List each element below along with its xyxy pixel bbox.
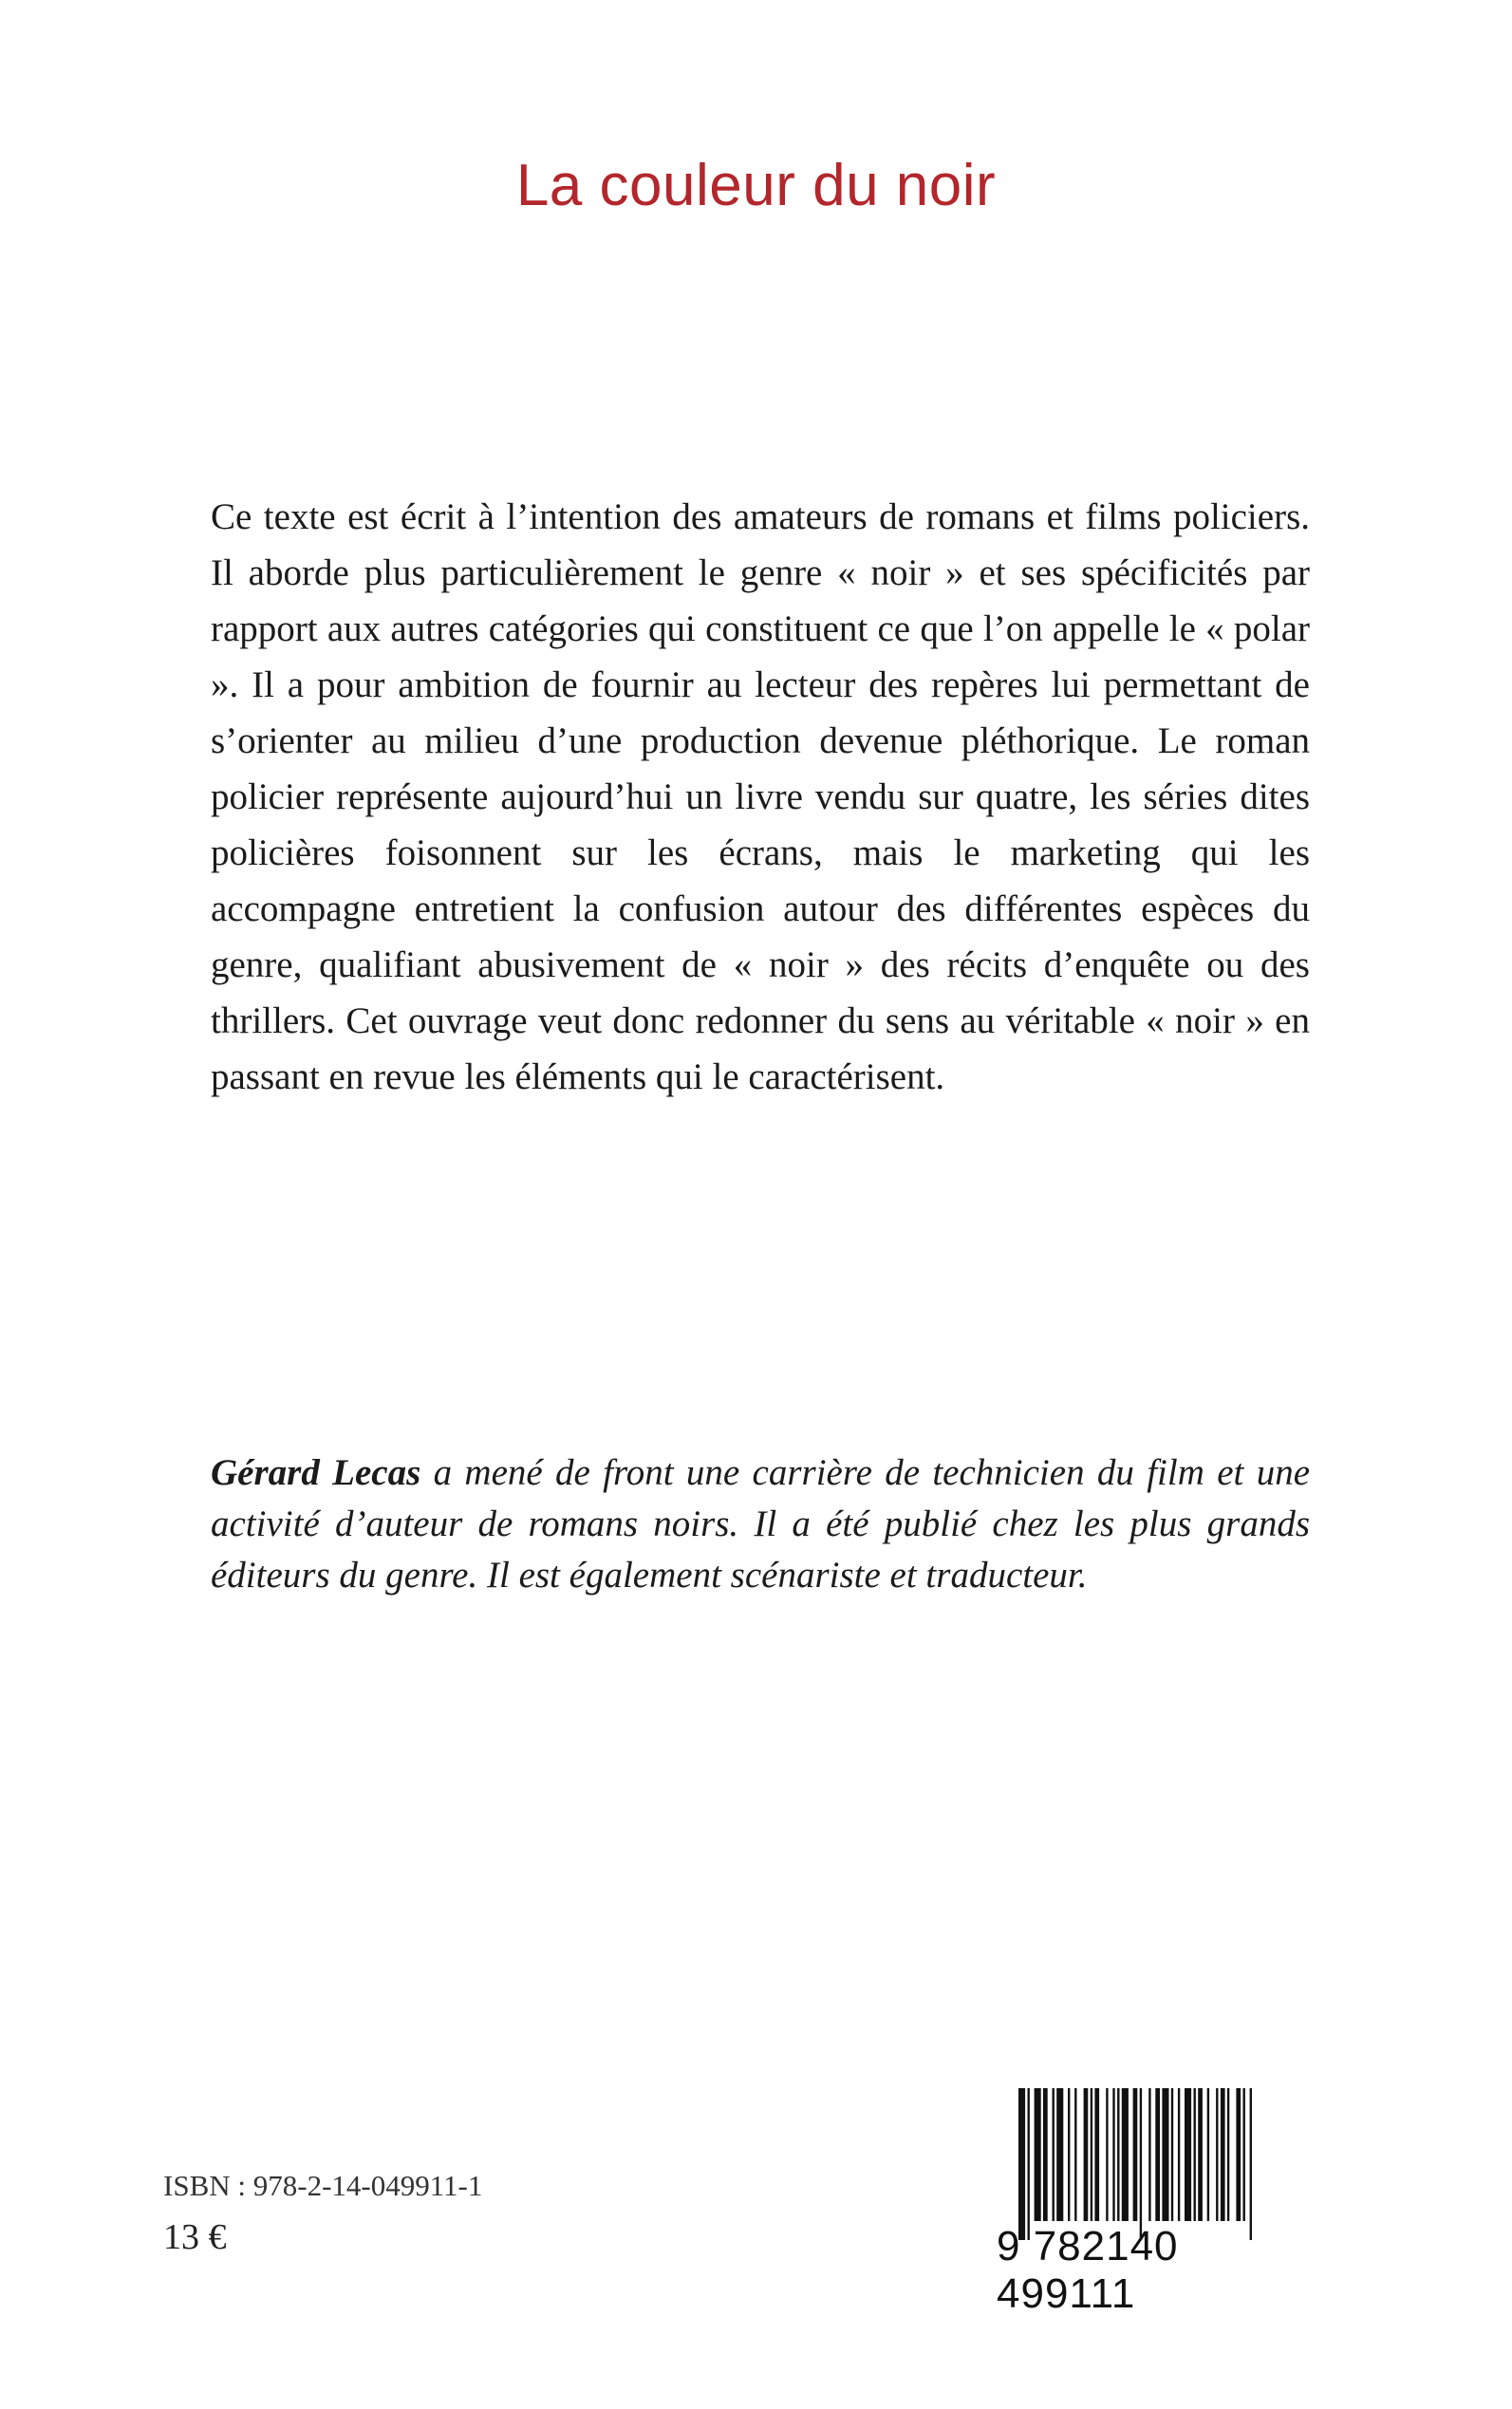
barcode-bar (1056, 2088, 1063, 2221)
barcode-bar (1043, 2088, 1048, 2221)
isbn-label: ISBN : 978-2-14-049911-1 (163, 2169, 483, 2202)
barcode-bar (1094, 2088, 1099, 2221)
book-summary: Ce texte est écrit à l’intention des amateurs de romans et films policiers. Il aborde plus particulièrement le genre « noir » et ses spécificités par rapport aux autres catégories qui constituent ce que l’on appelle le « polar ». Il a pour ambition de fournir au lecteur des repères lui permettant de s’orienter au milieu d’une production devenue pléthorique. Le roman policier représente aujourd’hui un livre vendu sur quatre, les séries dites policières foisonnent sur les écrans, mais le marketing qui les accompagne entretient la confusion autour des différentes espèces du genre, qualifiant abusivement de « noir » des récits d’enquête ou des thrillers. Cet ouvrage veut donc redonner du sens au véritable « noir » en passant en revue les éléments qui le caractérisent. (211, 496, 1310, 1097)
barcode-bar (1194, 2088, 1196, 2221)
barcode-bar (1207, 2088, 1209, 2221)
barcode-bar (1148, 2088, 1150, 2221)
barcode-bar (1084, 2088, 1089, 2221)
barcode-bar (1053, 2088, 1055, 2221)
barcode-bar (1198, 2088, 1203, 2221)
barcode-digits: 9 782140 499111 (997, 2223, 1179, 2317)
barcode-bar (1112, 2088, 1114, 2221)
barcode-bar (1236, 2088, 1241, 2221)
barcode-bar (1162, 2088, 1168, 2221)
barcode-bar (1227, 2088, 1229, 2221)
barcode-bar (1171, 2088, 1173, 2221)
price-label: 13 € (163, 2217, 227, 2257)
barcode-bar (1185, 2088, 1191, 2221)
barcode-bar (1155, 2088, 1160, 2221)
barcode-bar (1028, 2088, 1030, 2240)
barcode-bar (1216, 2088, 1218, 2221)
barcode-bar (1091, 2088, 1092, 2221)
author-bio (211, 1447, 1310, 1601)
barcode-bar (1106, 2088, 1108, 2221)
barcode-bar (1068, 2088, 1070, 2221)
barcode-bar (1018, 2088, 1025, 2240)
book-title: La couleur du noir (515, 153, 997, 218)
barcode-bar (1178, 2088, 1180, 2221)
barcode-bar (1074, 2088, 1076, 2221)
author-bio-text: a mené de front une carrière de technicien du film et une activité d’auteur de romans noirs. Il a été publié chez les plus grands éditeurs du genre. Il est également scénariste et traducteur. (211, 1452, 1310, 1596)
barcode-bar (1133, 2088, 1138, 2221)
barcode-bar (1122, 2088, 1129, 2221)
barcode-bar (1221, 2088, 1225, 2221)
barcode-bar (1250, 2088, 1252, 2240)
barcode-bar (1117, 2088, 1119, 2221)
barcode-bar (1243, 2088, 1245, 2221)
barcode-bar (1035, 2088, 1041, 2221)
author-name: Gérard Lecas (211, 1452, 421, 1493)
barcode-bar (1140, 2088, 1142, 2240)
